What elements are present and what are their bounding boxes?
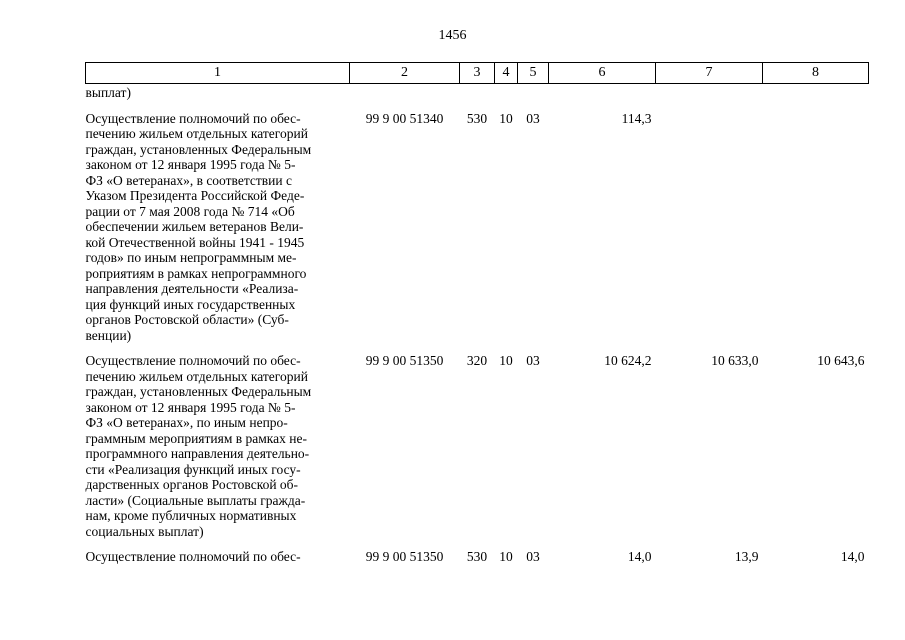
description-line: венции) [85, 327, 132, 343]
header-cell: 3 [460, 63, 495, 84]
header-cell: 1 [86, 63, 350, 84]
description-line: Осуществление полномочий по обес- [85, 549, 301, 564]
header-cell: 5 [518, 63, 549, 84]
description-line: нам, кроме публичных нормативных [85, 508, 297, 523]
row-pr: 03 [526, 353, 540, 368]
description-line: печению жильем отдельных категорий [85, 368, 308, 384]
row-value-3: 10 643,6 [817, 353, 865, 368]
description-line: социальных выплат) [85, 523, 204, 539]
description-line: ФЗ «О ветеранах», в соответствии с [85, 172, 292, 188]
row-code: 99 9 00 51350 [365, 549, 444, 564]
row-pr: 03 [526, 549, 540, 564]
description-line: печению жильем отдельных категорий [85, 126, 308, 141]
header-cell: 6 [549, 63, 656, 84]
description-line: законом от 12 января 1995 года № 5- [85, 157, 296, 172]
description-line: обеспечении жильем ветеранов Вели- [85, 219, 304, 234]
description-line: органов Ростовской области» (Суб- [85, 312, 289, 327]
row-description [86, 539, 350, 565]
description-line: рации от 7 мая 2008 года № 714 «Об [85, 203, 295, 219]
row-value-1: 10 624,2 [604, 353, 652, 368]
description-line: законом от 12 января 1995 года № 5- [85, 399, 296, 415]
row-code: 99 9 00 51340 [365, 110, 444, 126]
table-row [86, 101, 869, 344]
row-value-1: 14,0 [627, 549, 652, 564]
description-line: ция функций иных государственных [85, 296, 296, 312]
row-rz: 10 [499, 549, 513, 564]
row-value-2: 13,9 [734, 549, 759, 564]
description-line: роприятиям в рамках непрограммного [85, 265, 307, 281]
row-value-1: 114,3 [621, 110, 652, 126]
description-line: граждан, установленных Федеральным [85, 384, 312, 399]
description-line: Осуществление полномочий по обес- [85, 110, 301, 126]
row-code: 99 9 00 51350 [365, 353, 444, 368]
description-line: Указом Президента Российской Феде- [85, 188, 305, 203]
continuation-row [86, 84, 869, 101]
table-row [86, 539, 869, 565]
description-line: годов» по иным непрограммным ме- [85, 250, 297, 265]
row-pr: 03 [526, 110, 540, 126]
description-line: Осуществление полномочий по обес- [85, 353, 301, 368]
description-line: программного направления деятельно- [85, 446, 310, 461]
continuation-text: выплат) [85, 85, 131, 100]
row-description [86, 343, 350, 539]
table-header-row [86, 63, 869, 84]
budget-table [85, 62, 869, 565]
description-line: граммным мероприятиям в рамках не- [85, 430, 307, 446]
header-cell: 7 [656, 63, 763, 84]
row-vr: 320 [466, 353, 488, 368]
row-value-2 [656, 101, 763, 344]
description-line: дарственных органов Ростовской об- [85, 477, 299, 492]
row-rz: 10 [499, 110, 513, 126]
row-rz: 10 [499, 353, 513, 368]
description-line: граждан, установленных Федеральным [85, 141, 312, 157]
header-cell: 2 [350, 63, 460, 84]
description-line: ласти» (Социальные выплаты гражда- [85, 492, 306, 508]
row-vr: 530 [466, 110, 488, 126]
row-value-2: 10 633,0 [711, 353, 759, 368]
row-value-3 [763, 101, 869, 344]
table-row [86, 343, 869, 539]
description-line: кой Отечественной войны 1941 - 1945 [85, 234, 305, 250]
row-value-3: 14,0 [840, 549, 865, 564]
header-cell: 8 [763, 63, 869, 84]
header-cell: 4 [495, 63, 518, 84]
row-description [86, 101, 350, 344]
description-line: ФЗ «О ветеранах», по иным непро- [85, 415, 288, 430]
row-vr: 530 [466, 549, 488, 564]
page-number: 1456 [438, 28, 467, 43]
description-line: сти «Реализация функций иных госу- [85, 461, 301, 477]
description-line: направления деятельности «Реализа- [85, 281, 299, 296]
